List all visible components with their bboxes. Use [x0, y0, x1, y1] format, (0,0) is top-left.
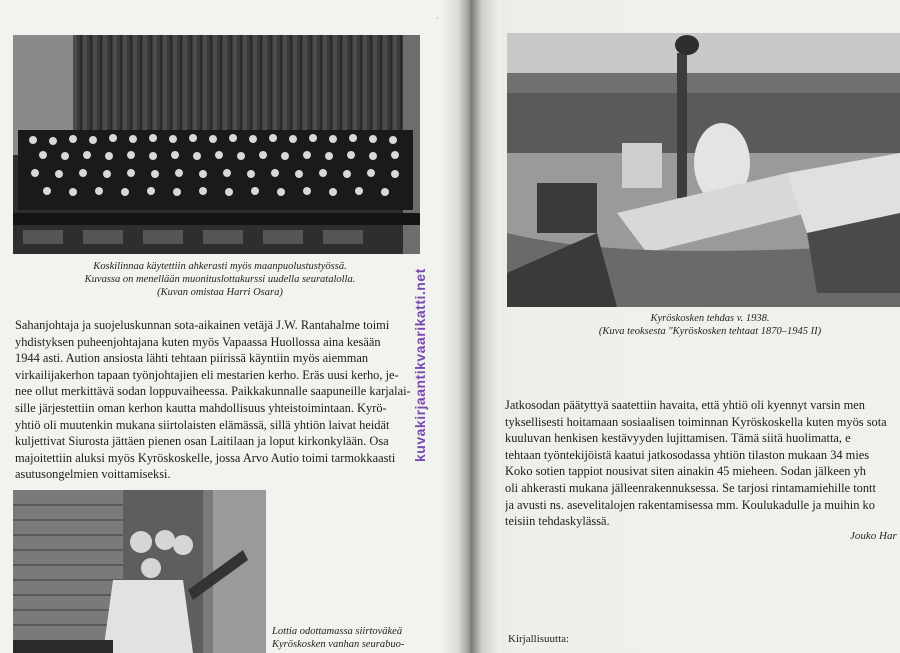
lotta-photo-drawing — [13, 490, 266, 653]
text-line: sille järjestettiin oman kerhon kautta mahdollisuus yhteistoimintaan. Kyrö- — [15, 400, 387, 415]
text-line: yhdistyksen puheenjohtajana kuten myös Vapaassa Huollossa aina kesään — [15, 334, 381, 349]
factory-photo-drawing — [507, 33, 900, 307]
text-line: 1944 asti. Aution ansiosta lähti tehtaan piirissä käyntiin myös aiemman — [15, 351, 369, 366]
choir-photo-drawing — [13, 35, 420, 254]
text-line: kuuluvan henkisen kestävyyden lujittamisen. Tämä siitä huolimatta, e — [505, 431, 851, 446]
text-line: virkailijakerhon tapaan työnjohtajien eli mestarien kerho. Eräs uusi kerho, je- — [15, 367, 399, 382]
caption-line: (Kuvan omistaa Harri Osara) — [157, 287, 283, 298]
lotta-photo — [13, 490, 266, 653]
text-line: Sahanjohtaja ja suojeluskunnan sota-aikainen vetäjä J.W. Rantahalme toimi — [15, 318, 390, 332]
left-body-text — [15, 317, 420, 483]
lotta-photo-caption — [272, 625, 432, 651]
caption-line: Kuvassa on menellään muonituslottakurssi uudella seuratalolla. — [84, 274, 356, 285]
text-line: tehtaan työntekijöistä kaatui jatkosodassa yhtiön tilaston mukaan 34 mies — [505, 447, 870, 462]
text-line: ja avusti ns. asevelitalojen rakentamisessa mm. Koulukadulle ja muihin ko — [505, 497, 875, 512]
choir-photo — [13, 35, 420, 254]
text-line: teisiin tehdaskylässä. — [505, 514, 610, 529]
factory-photo — [507, 33, 900, 307]
text-line: asutusongelmien voittamiseksi. — [15, 467, 171, 482]
text-line: yhtiö oli muutenkin mukana siirtolaisten elämässä, sillä yhtiön laivat heidät — [15, 417, 390, 432]
literature-heading: Kirjallisuutta: — [508, 633, 570, 645]
watermark-text: kuvakirjaantikvaarikatti.net — [412, 268, 428, 462]
caption-line: Kyröskosken tehdas v. 1938. — [650, 313, 770, 324]
text-line: kuljettivat Siurosta jättäen pienen osan Laitilaan ja loput kirkonkylään. Osa — [15, 434, 389, 449]
caption-line: (Kuva teoksesta "Kyröskosken tehtaat 1870–1945 II) — [598, 326, 822, 337]
text-line: Jatkosodan päätyttyä saatettiin havaita, että yhtiö oli kyennyt varsin men — [505, 398, 865, 412]
right-body-text — [505, 397, 900, 530]
text-line: nee ollut merkittävä sodan loppuvaiheessa. Paikkakunnalle saapuneille karjalai- — [15, 384, 411, 399]
factory-photo-caption — [540, 312, 880, 338]
caption-line: Koskilinnaa käytettiin ahkerasti myös maanpuolustustyössä. — [93, 261, 347, 272]
page-dot: · — [436, 14, 439, 23]
text-line: Koko sotien tappiot nousivat siten ainakin 45 mieheen. Sodan jälkeen yh — [505, 464, 866, 479]
text-line: tyksellisesti hoitamaan sosiaalisen toiminnan Kyröskoskella kuten myös sota — [505, 414, 887, 429]
caption-line: Kyröskosken vanhan seurabuo- — [272, 639, 405, 650]
text-line: majoitettiin aluksi myös Kyröskoskelle, jossa Arvo Autio toimi tarmokkaasti — [15, 450, 396, 465]
choir-photo-caption — [40, 260, 400, 299]
text-line: oli ahkerasti mukana jälleenrakennuksessa. Se tarjosi rintamamiehille tontt — [505, 480, 876, 495]
caption-line: Lottia odottamassa siirtoväkeä — [272, 626, 403, 637]
author-signature: Jouko Har — [850, 530, 897, 542]
